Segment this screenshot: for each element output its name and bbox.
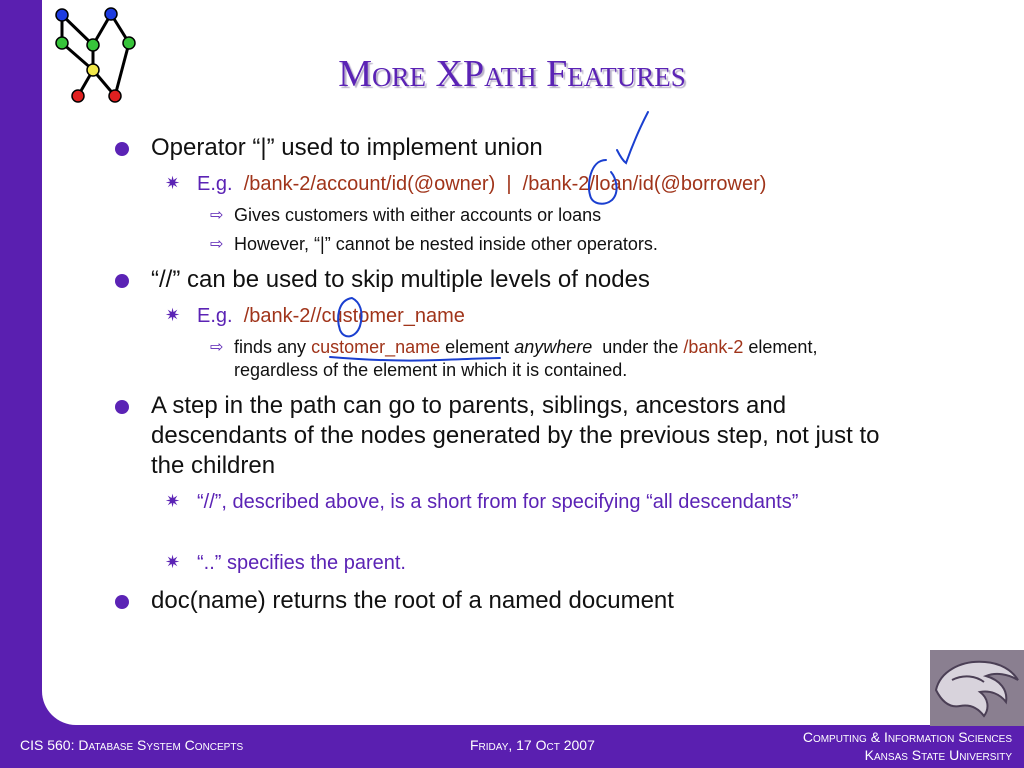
bullet-doc: doc(name) returns the root of a named document bbox=[151, 586, 911, 616]
footer-course: CIS 560: Database System Concepts bbox=[20, 737, 244, 753]
star-bullet-icon: ✷ bbox=[165, 491, 181, 511]
example-union: ✷ E.g. /bank-2/account/id(@owner) | /bank-2/loan/id(@borrower) bbox=[197, 171, 837, 197]
example-descendant: ✷ E.g. /bank-2//customer_name bbox=[197, 303, 837, 329]
bullet-axes: A step in the path can go to parents, siblings, ancestors and descendants of the nodes generated by the previous step, not just to the children bbox=[151, 391, 911, 481]
note-axes-2: ✷ “..” specifies the parent. bbox=[197, 550, 837, 576]
footer bbox=[0, 725, 1024, 768]
arrow-right-icon: ⇨ bbox=[210, 236, 224, 253]
star-bullet-icon: ✷ bbox=[165, 305, 181, 325]
bullet-union: Operator “|” used to implement union bbox=[151, 133, 911, 163]
footer-institution bbox=[803, 728, 1012, 764]
bullet-dot-icon bbox=[115, 400, 129, 414]
bullet-descendant: “//” can be used to skip multiple levels of nodes bbox=[151, 265, 911, 295]
note-axes-1: ✷ “//”, described above, is a short from for specifying “all descendants” bbox=[197, 489, 817, 515]
star-bullet-icon: ✷ bbox=[165, 552, 181, 572]
star-bullet-icon: ✷ bbox=[165, 173, 181, 193]
footer-university: Kansas State University bbox=[864, 747, 1012, 763]
note-union-1: ⇨ Gives customers with either accounts or loans bbox=[210, 205, 602, 225]
footer-date: Friday, 17 Oct 2007 bbox=[470, 737, 595, 753]
arrow-right-icon: ⇨ bbox=[210, 207, 224, 224]
bullet-dot-icon bbox=[115, 274, 129, 288]
note-union-2: ⇨ However, “|” cannot be nested inside other operators. bbox=[210, 234, 658, 254]
note-descendant: ⇨ finds any customer_name element anywhere under the /bank-2 element, regardless of the element in which it is contained. bbox=[210, 337, 818, 380]
kstate-wildcat-logo-icon bbox=[930, 650, 1024, 726]
bullet-dot-icon bbox=[115, 142, 129, 156]
footer-dept: Computing & Information Sciences bbox=[802, 729, 1012, 745]
bullet-dot-icon bbox=[115, 595, 129, 609]
slide-title: More XPath Features bbox=[338, 53, 686, 95]
arrow-right-icon: ⇨ bbox=[210, 339, 224, 356]
